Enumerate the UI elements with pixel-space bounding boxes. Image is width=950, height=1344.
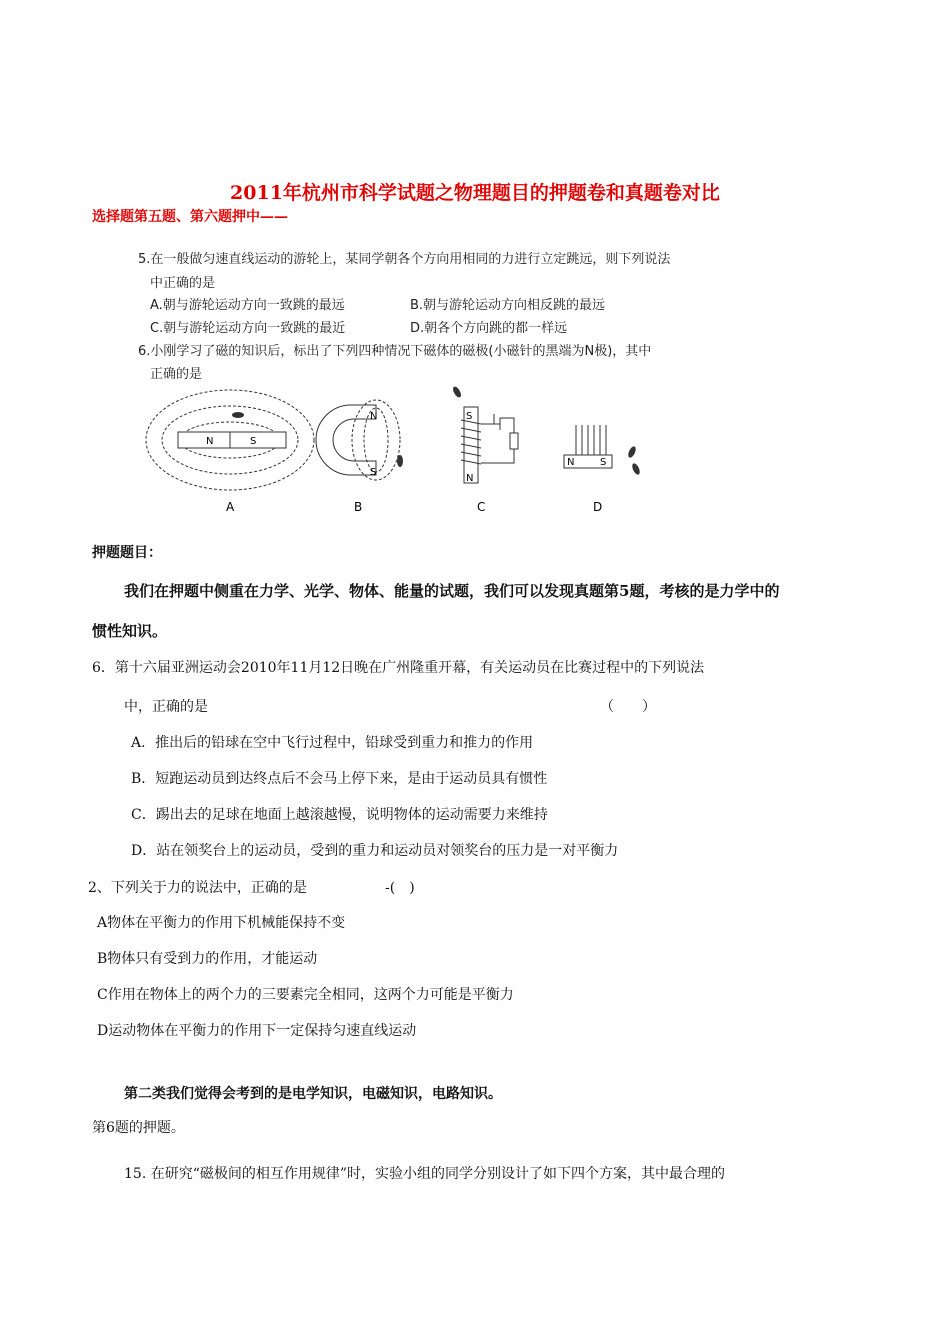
q5-option-d: D.朝各个方向跳的都一样远 — [410, 321, 568, 336]
question2-option-d: D运动物体在平衡力的作用下一定保持匀速直线运动 — [97, 1023, 417, 1039]
q5-option-c: C.朝与游轮运动方向一致跳的最近 — [150, 321, 346, 336]
q5-option-b: B.朝与游轮运动方向相反跳的最远 — [410, 298, 606, 313]
q5-option-a: A.朝与游轮运动方向一致跳的最远 — [150, 298, 345, 313]
figure-label-d: D — [593, 500, 603, 514]
question2-stem: 2、下列关于力的说法中，正确的是 — [88, 880, 307, 896]
figure-label-a: A — [226, 500, 235, 514]
figure-a-pole-n: N — [206, 436, 214, 447]
question6-option-a: A．推出后的铅球在空中飞行过程中，铅球受到重力和推力的作用 — [131, 735, 534, 751]
question2-option-b: B物体只有受到力的作用，才能运动 — [97, 951, 318, 967]
scanned-exam-excerpt — [130, 225, 700, 535]
figure-c-pole-n: N — [466, 473, 474, 484]
question6-option-b: B．短跑运动员到达终点后不会马上停下来，是由于运动员具有惯性 — [131, 771, 548, 787]
q5-stem-line1: 5.在一般做匀速直线运动的游轮上，某同学朝各个方向用相同的力进行立定跳远，则下列说法 — [138, 252, 671, 267]
question6-option-d: D．站在领奖台上的运动员，受到的重力和运动员对领奖台的压力是一对平衡力 — [131, 843, 619, 859]
question2-answer-paren: -( ) — [385, 880, 415, 896]
q6-stem-line2: 正确的是 — [150, 367, 203, 382]
question15-stem: 15. 在研究“磁极间的相互作用规律”时，实验小组的同学分别设计了如下四个方案，其中最合理的 — [124, 1166, 726, 1182]
figure-a-pole-s: S — [250, 436, 257, 447]
section2-note: 第6题的押题。 — [92, 1120, 185, 1136]
figure-d-pole-s: S — [600, 457, 607, 468]
figure-b-horseshoe-magnet — [316, 405, 376, 475]
q5-stem-line2: 中正确的是 — [150, 276, 216, 291]
figure-c-pole-s: S — [466, 411, 473, 422]
question6-answer-paren: （ ） — [600, 699, 656, 715]
section2-heading: 第二类我们觉得会考到的是电学知识，电磁知识，电路知识。 — [124, 1086, 502, 1102]
page-title: 2011年杭州市科学试题之物理题目的押题卷和真题卷对比 — [230, 182, 720, 204]
figure-d-pole-n: N — [567, 457, 575, 468]
q6-stem-line1: 6.小刚学习了磁的知识后，标出了下列四种情况下磁体的磁极(小磁针的黑端为N极)，其中 — [138, 344, 652, 359]
figure-label-c: C — [477, 500, 486, 514]
section1-paragraph-line2: 惯性知识。 — [92, 622, 168, 640]
section1-heading: 押题题目： — [92, 545, 162, 561]
compass-needle-icon — [232, 412, 244, 418]
question6-option-c: C．踢出去的足球在地面上越滚越慢，说明物体的运动需要力来维持 — [131, 807, 548, 823]
question2-option-c: C作用在物体上的两个力的三要素完全相同，这两个力可能是平衡力 — [97, 987, 514, 1003]
figure-label-b: B — [354, 500, 363, 514]
question6-stem-line1: 6．第十六届亚洲运动会2010年11月12日晚在广州隆重开幕，有关运动员在比赛过程中的下列说法 — [92, 660, 705, 676]
question2-option-a: A物体在平衡力的作用下机械能保持不变 — [97, 915, 346, 931]
figure-b-pole-s: S — [370, 467, 377, 478]
page-subtitle: 选择题第五题、第六题押中—— — [92, 209, 288, 225]
figure-b-pole-n: N — [370, 411, 378, 422]
question6-stem-line2: 中，正确的是 — [124, 699, 208, 715]
section1-paragraph-line1: 我们在押题中侧重在力学、光学、物体、能量的试题，我们可以发现真题第5题，考核的是力学中的 — [124, 582, 780, 600]
magnet-diagrams — [130, 225, 700, 535]
